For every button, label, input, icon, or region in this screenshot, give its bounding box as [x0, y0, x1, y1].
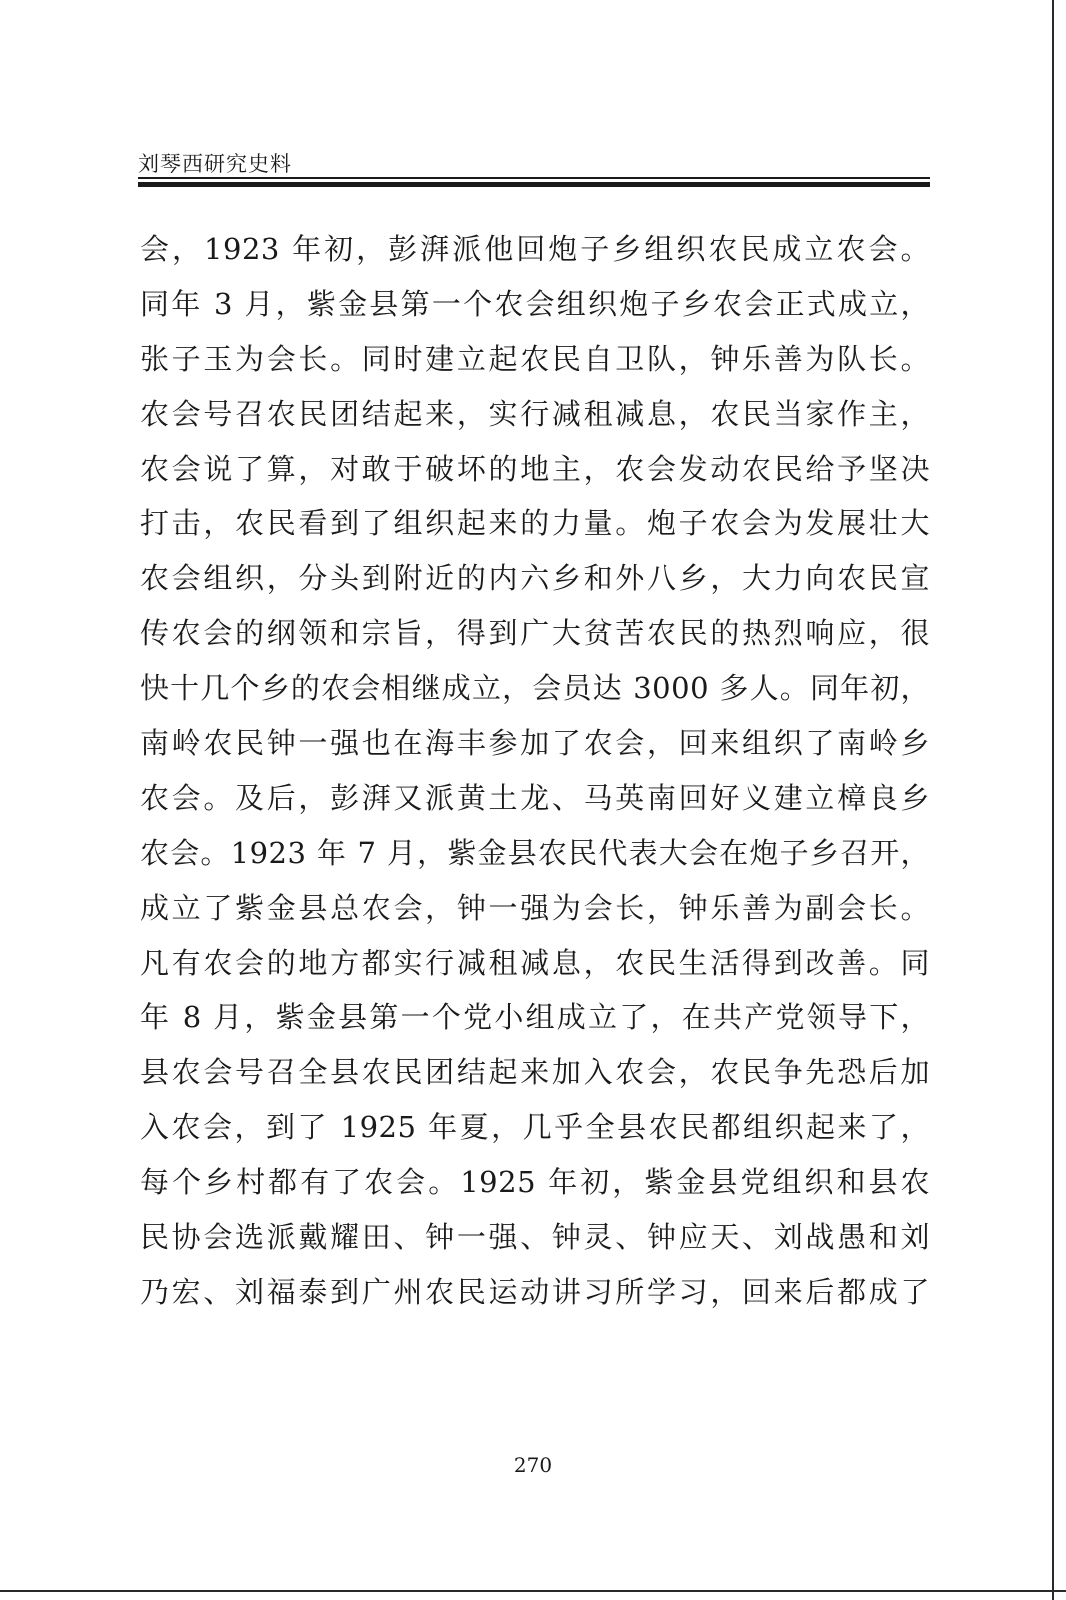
text-line: 凡有农会的地方都实行减租减息，农民生活得到改善。同 — [140, 945, 930, 980]
text-line: 农会组织，分头到附近的内六乡和外八乡，大力向农民宣 — [140, 561, 930, 596]
text-line: 农会。1923 年 7 月，紫金县农民代表大会在炮子乡召开， — [140, 835, 930, 870]
header-rule-thick — [138, 182, 930, 187]
text-line: 农会号召农民团结起来，实行减租减息，农民当家作主， — [140, 396, 930, 431]
text-line: 张子玉为会长。同时建立起农民自卫队，钟乐善为队长。 — [140, 341, 930, 376]
page-edge-right — [1052, 0, 1054, 1600]
text-line: 快十几个乡的农会相继成立，会员达 3000 多人。同年初， — [140, 671, 930, 706]
text-line: 农会。及后，彭湃又派黄土龙、马英南回好义建立樟良乡 — [140, 780, 930, 815]
page-number: 270 — [513, 1453, 553, 1477]
text-line: 南岭农民钟一强也在海丰参加了农会，回来组织了南岭乡 — [140, 726, 930, 761]
text-line: 乃宏、刘福泰到广州农民运动讲习所学习，回来后都成了 — [140, 1274, 930, 1309]
text-line: 成立了紫金县总农会，钟一强为会长，钟乐善为副会长。 — [140, 890, 930, 925]
text-line: 县农会号召全县农民团结起来加入农会，农民争先恐后加 — [140, 1055, 930, 1090]
running-header-title: 刘琴西研究史料 — [138, 152, 292, 176]
text-line: 会，1923 年初，彭湃派他回炮子乡组织农民成立农会。 — [140, 232, 930, 266]
text-line: 每个乡村都有了农会。1925 年初，紫金县党组织和县农 — [140, 1165, 930, 1200]
text-line: 传农会的纲领和宗旨，得到广大贫苦农民的热烈响应，很 — [140, 616, 930, 651]
body-text — [140, 222, 930, 1320]
text-line: 打击，农民看到了组织起来的力量。炮子农会为发展壮大 — [140, 506, 930, 541]
text-line: 民协会选派戴耀田、钟一强、钟灵、钟应天、刘战愚和刘 — [140, 1220, 930, 1255]
text-line: 同年 3 月，紫金县第一个农会组织炮子乡农会正式成立， — [140, 286, 930, 321]
text-line: 入农会，到了 1925 年夏，几乎全县农民都组织起来了， — [140, 1110, 930, 1145]
header-rule-thin — [138, 177, 930, 179]
page-edge-bottom — [0, 1590, 1066, 1592]
text-line: 农会说了算，对敢于破坏的地主，农会发动农民给予坚决 — [140, 451, 930, 486]
text-line: 年 8 月，紫金县第一个党小组成立了，在共产党领导下， — [140, 1000, 930, 1035]
